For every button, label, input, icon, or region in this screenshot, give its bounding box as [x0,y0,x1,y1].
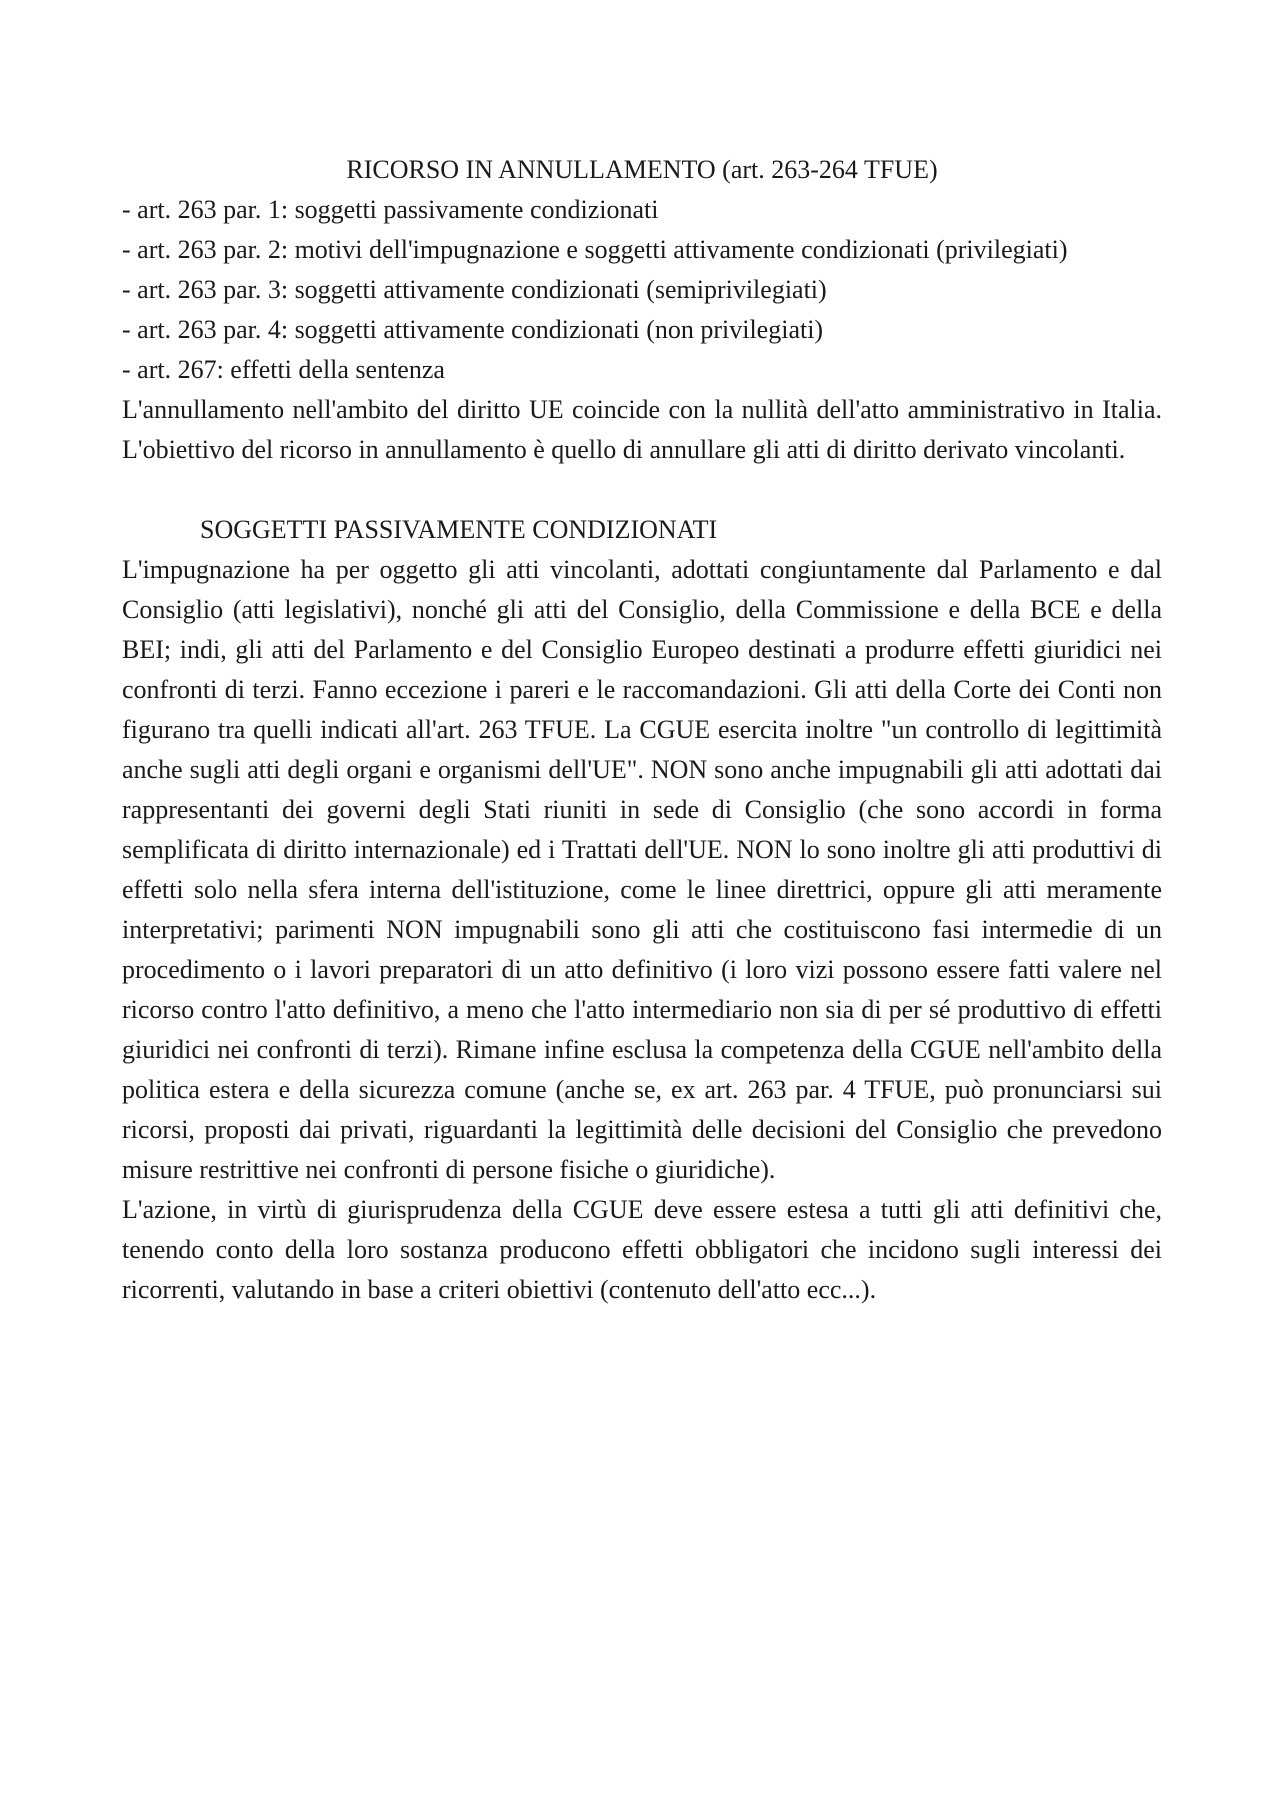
document-page [122,150,1162,1310]
paragraph-spacer [122,470,1162,510]
article-list [122,190,1162,390]
article-item: - art. 263 par. 2: motivi dell'impugnazione e soggetti attivamente condizionati (privilegiati) [122,235,1068,264]
closing-paragraph: L'azione, in virtù di giurisprudenza della CGUE deve essere estesa a tutti gli atti definitivi che, tenendo conto della loro sostanza producono effetti obbligatori che incidono sugli interessi dei ricorrenti, valutando in base a criteri obiettivi (contenuto dell'atto ecc...). [122,1195,1162,1304]
article-item: - art. 263 par. 1: soggetti passivamente condizionati [122,195,659,224]
section-heading: SOGGETTI PASSIVAMENTE CONDIZIONATI [200,515,718,544]
article-item: - art. 263 par. 4: soggetti attivamente condizionati (non privilegiati) [122,315,824,344]
article-item: - art. 267: effetti della sentenza [122,355,445,384]
article-item: - art. 263 par. 3: soggetti attivamente condizionati (semiprivilegiati) [122,275,827,304]
section-body-paragraph: L'impugnazione ha per oggetto gli atti vincolanti, adottati congiuntamente dal Parlamento e dal Consiglio (atti legislativi), nonché gli atti del Consiglio, della Commissione e della BCE e della BEI; indi, gli atti del Parlamento e del Consiglio Europeo destinati a produrre effetti giuridici nei confronti di terzi. Fanno eccezione i pareri e le raccomandazioni. Gli atti della Corte dei Conti non figurano tra quelli indicati all'art. 263 TFUE. La CGUE esercita inoltre "un controllo di legittimità anche sugli atti degli organi e organismi dell'UE". NON sono anche impugnabili gli atti adottati dai rappresentanti dei governi degli Stati riuniti in sede di Consiglio (che sono accordi in forma semplificata di diritto internazionale) ed i Trattati dell'UE. NON lo sono inoltre gli atti produttivi di effetti solo nella sfera interna dell'istituzione, come le linee direttrici, oppure gli atti meramente interpretativi; parimenti NON impugnabili sono gli atti che costituiscono fasi intermedie di un procedimento o i lavori preparatori di un atto definitivo (i loro vizi possono essere fatti valere nel ricorso contro l'atto definitivo, a meno che l'atto intermediario non sia di per sé produttivo di effetti giuridici nei confronti di terzi). Rimane infine esclusa la competenza della CGUE nell'ambito della politica estera e della sicurezza comune (anche se, ex art. 263 par. 4 TFUE, può pronunciarsi sui ricorsi, proposti dai privati, riguardanti la legittimità delle decisioni del Consiglio che prevedono misure restrittive nei confronti di persone fisiche o giuridiche). [122,555,1162,1184]
intro-paragraph: L'annullamento nell'ambito del diritto UE coincide con la nullità dell'atto amministrativo in Italia. L'obiettivo del ricorso in annullamento è quello di annullare gli atti di diritto derivato vincolanti. [122,395,1162,464]
document-title: RICORSO IN ANNULLAMENTO (art. 263-264 TFUE) [346,155,938,184]
